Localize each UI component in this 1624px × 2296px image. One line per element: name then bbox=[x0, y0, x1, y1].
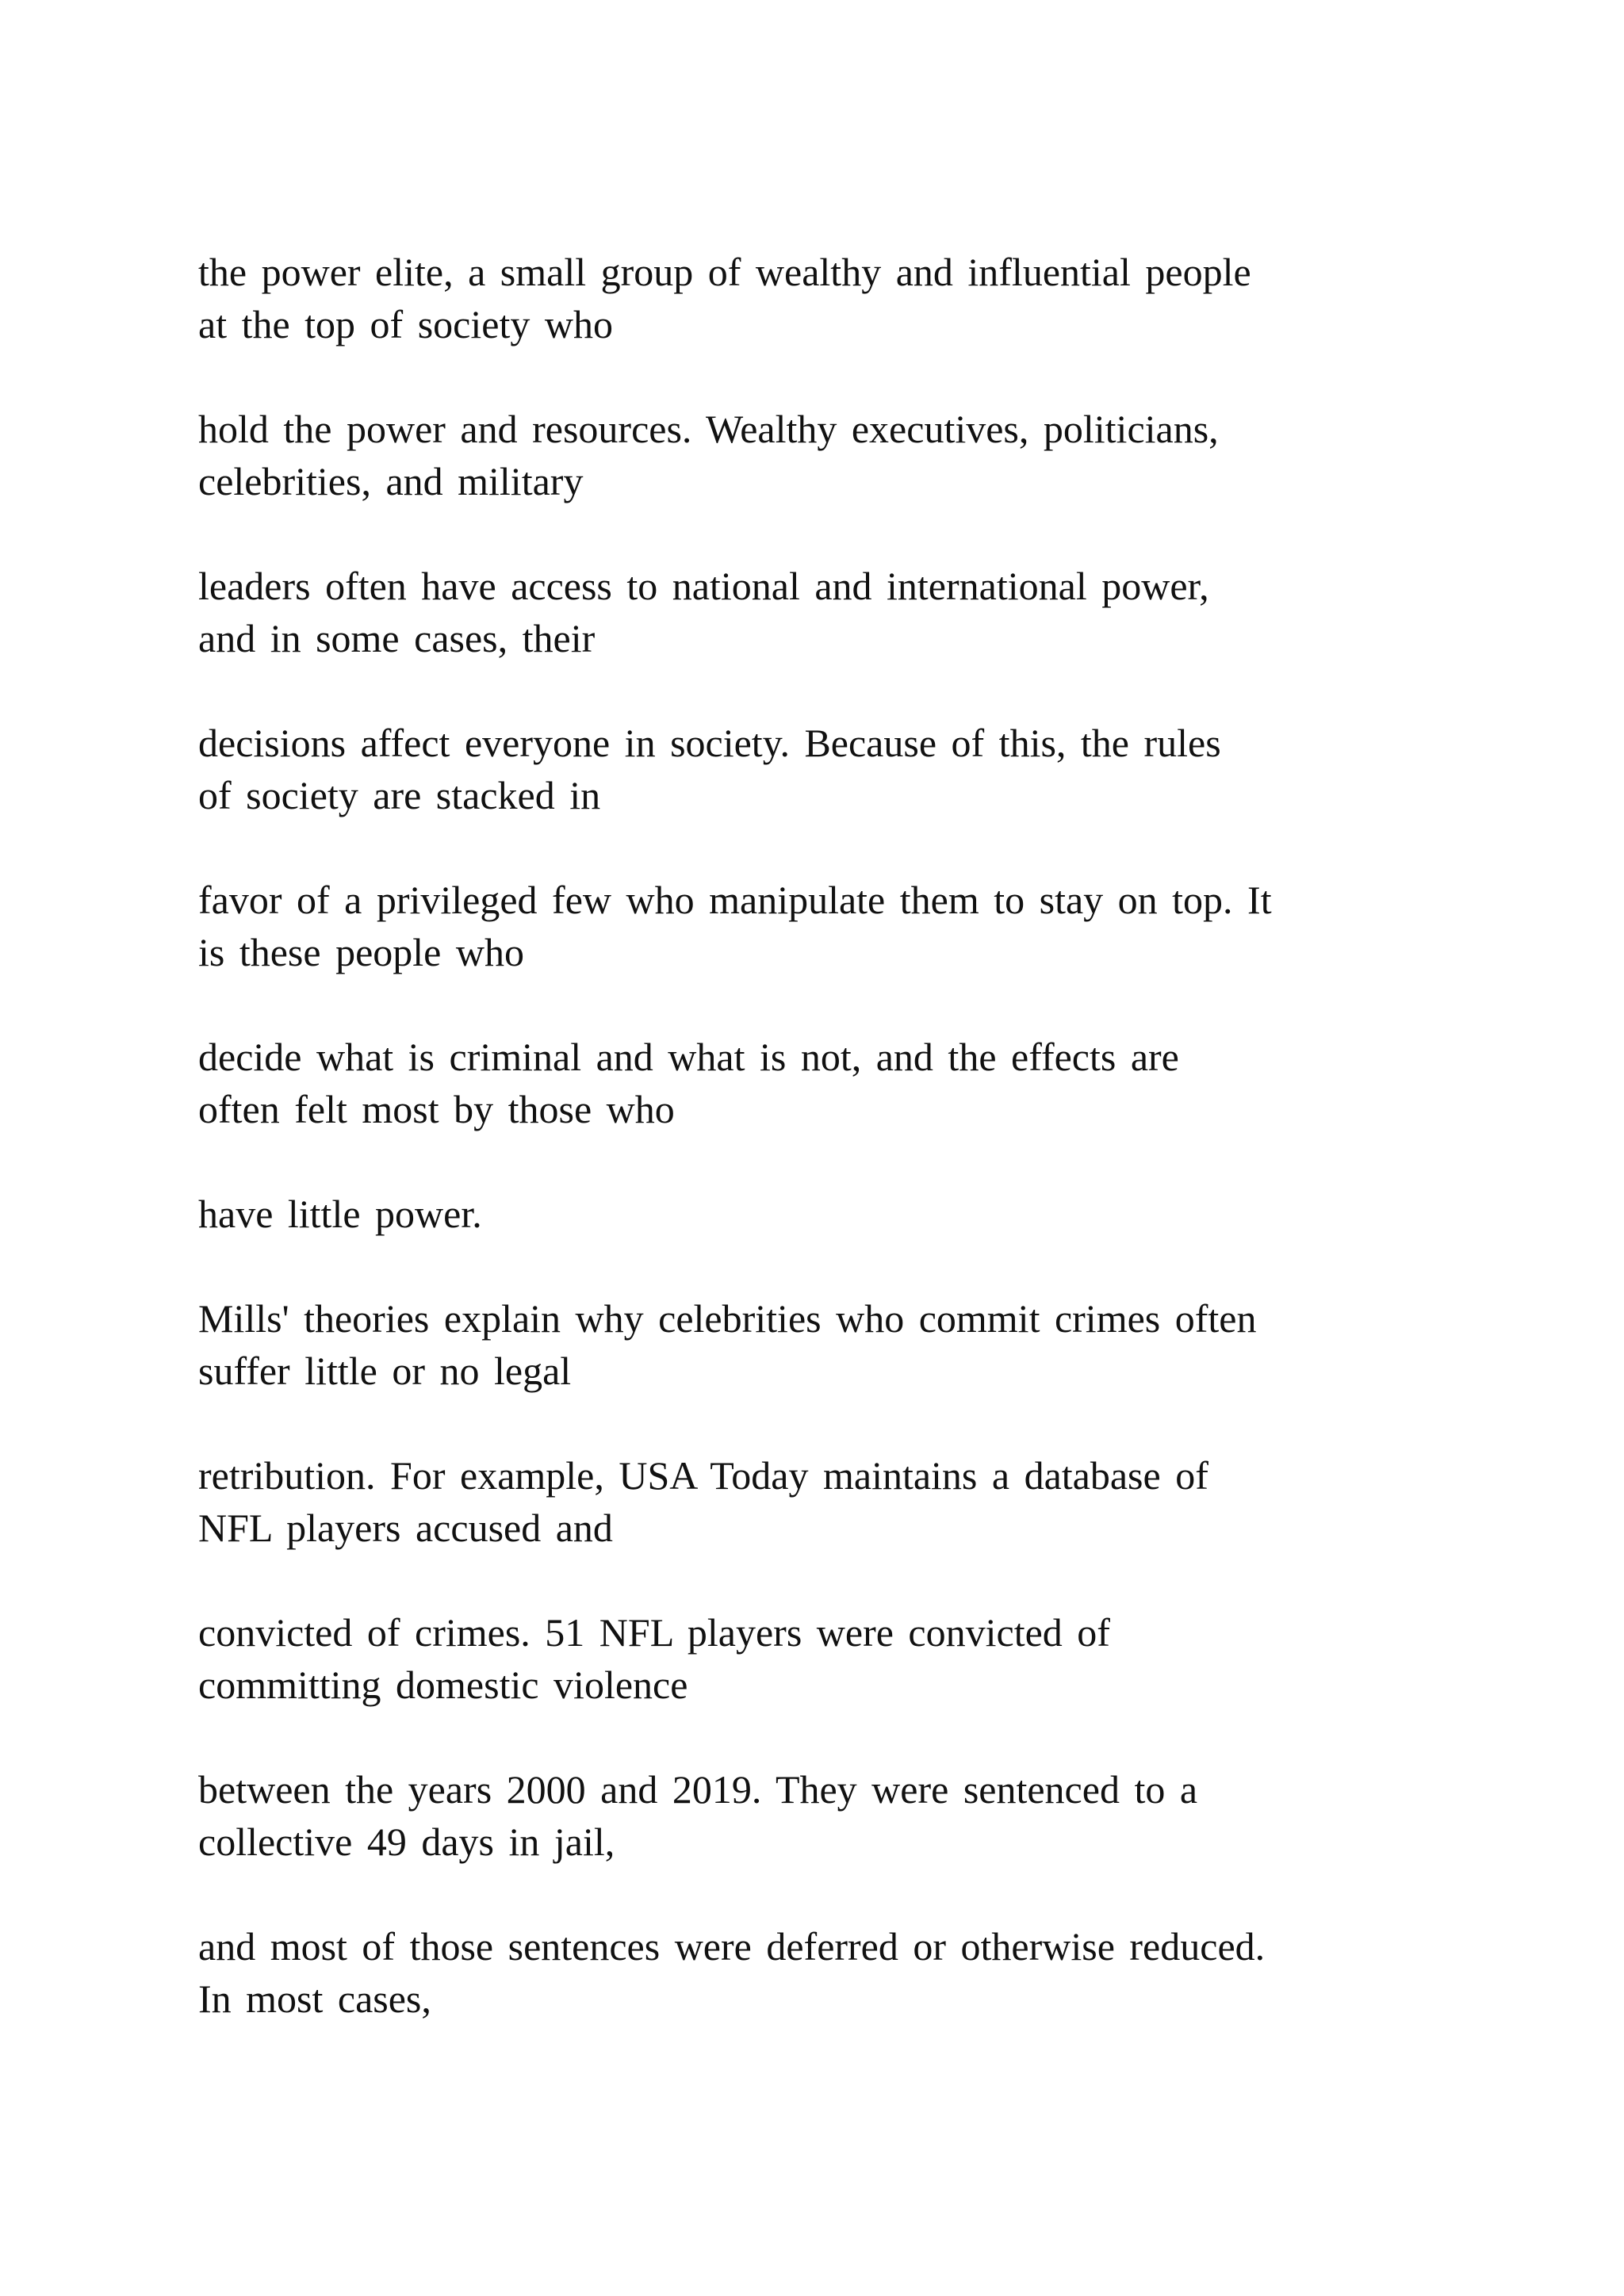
paragraph bbox=[198, 403, 1467, 507]
text-line: favor of a privileged few who manipulate them to stay on top. It bbox=[198, 878, 1272, 922]
text-line: Mills' theories explain why celebrities who commit crimes often bbox=[198, 1296, 1257, 1341]
text-line: is these people who bbox=[198, 930, 524, 974]
text-line: decisions affect everyone in society. Because of this, the rules bbox=[198, 721, 1221, 765]
paragraph bbox=[198, 1188, 1467, 1240]
text-line: decide what is criminal and what is not, and the effects are bbox=[198, 1035, 1179, 1079]
text-line: leaders often have access to national and international power, bbox=[198, 564, 1209, 608]
text-line: convicted of crimes. 51 NFL players were convicted of bbox=[198, 1610, 1110, 1655]
text-line: have little power. bbox=[198, 1192, 482, 1236]
text-line: committing domestic violence bbox=[198, 1663, 688, 1707]
text-line: the power elite, a small group of wealthy and influential people bbox=[198, 250, 1251, 294]
text-line: hold the power and resources. Wealthy executives, politicians, bbox=[198, 407, 1219, 451]
text-line: and in some cases, their bbox=[198, 616, 596, 660]
paragraph bbox=[198, 874, 1467, 978]
text-line: of society are stacked in bbox=[198, 773, 601, 817]
paragraph bbox=[198, 1031, 1467, 1135]
text-line: often felt most by those who bbox=[198, 1087, 675, 1131]
paragraph bbox=[198, 717, 1467, 821]
paragraph bbox=[198, 1606, 1467, 1711]
text-line: between the years 2000 and 2019. They were sentenced to a bbox=[198, 1767, 1198, 1812]
paragraph bbox=[198, 1449, 1467, 1554]
text-line: at the top of society who bbox=[198, 302, 613, 346]
paragraph bbox=[198, 246, 1467, 350]
text-line: NFL players accused and bbox=[198, 1506, 613, 1550]
text-line: celebrities, and military bbox=[198, 459, 584, 503]
paragraph bbox=[198, 1763, 1467, 1868]
text-line: and most of those sentences were deferred or otherwise reduced. bbox=[198, 1924, 1266, 1969]
paragraph bbox=[198, 1920, 1467, 2025]
paragraph bbox=[198, 560, 1467, 664]
text-line: suffer little or no legal bbox=[198, 1349, 572, 1393]
text-line: collective 49 days in jail, bbox=[198, 1820, 615, 1864]
text-line: In most cases, bbox=[198, 1976, 431, 2021]
text-line: retribution. For example, USA Today maintains a database of bbox=[198, 1453, 1208, 1498]
document-body bbox=[198, 246, 1467, 2077]
paragraph bbox=[198, 1292, 1467, 1397]
